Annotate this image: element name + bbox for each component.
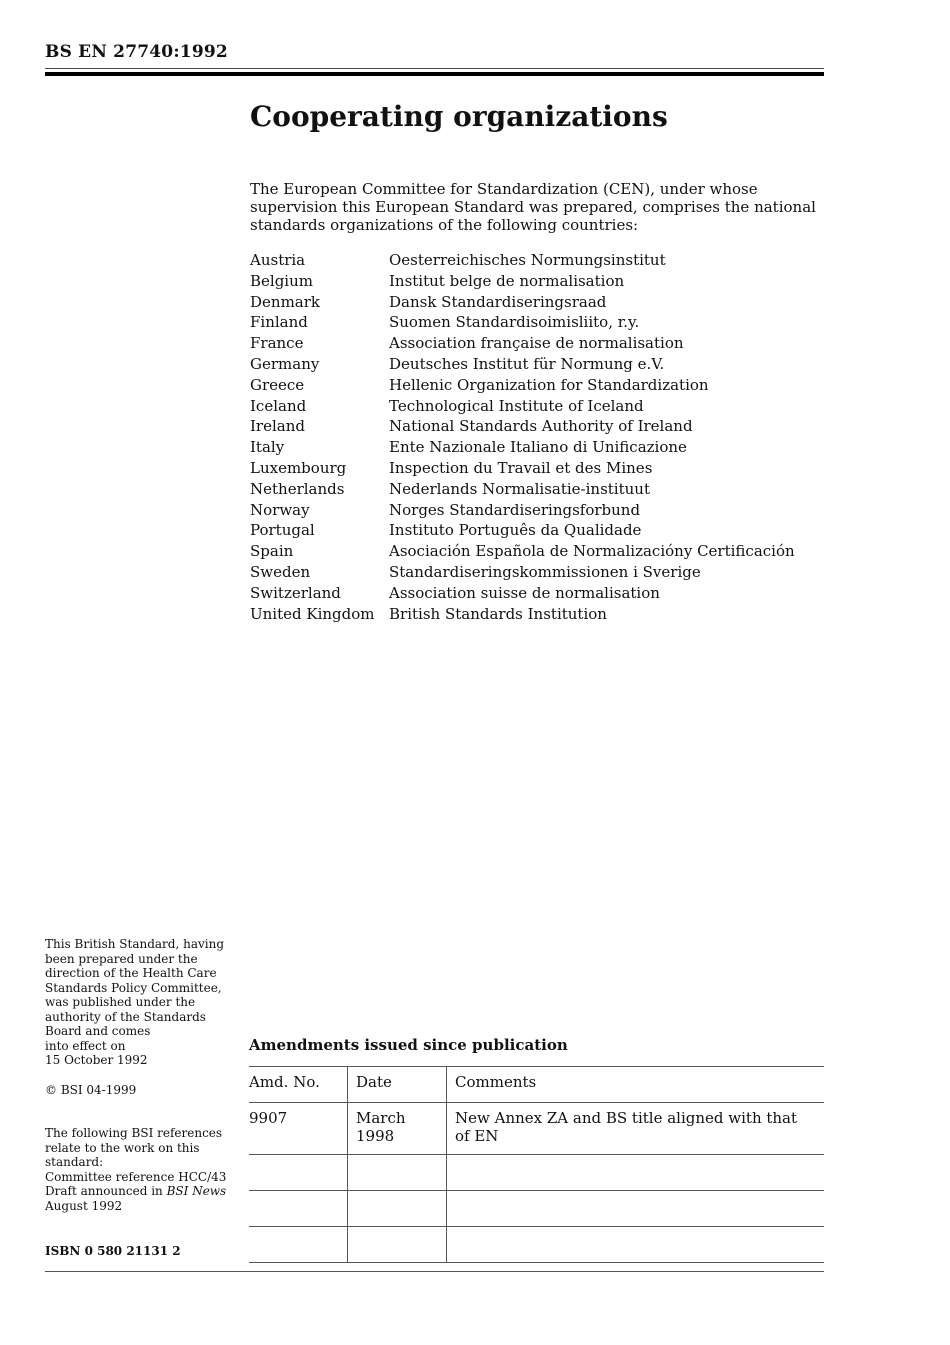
org-name: Hellenic Organization for Standardization bbox=[389, 375, 709, 394]
org-row bbox=[250, 437, 795, 458]
org-row bbox=[250, 292, 795, 313]
org-country: Belgium bbox=[250, 271, 313, 290]
header-rule-thick bbox=[45, 72, 824, 76]
note-line: 15 October 1992 bbox=[45, 1053, 148, 1067]
note-line: was published under the bbox=[45, 995, 196, 1009]
org-name: Technological Institute of Iceland bbox=[389, 396, 644, 415]
comment-cell: New Annex ZA and BS title aligned with that of EN bbox=[447, 1103, 825, 1155]
note-line: authority of the Standards bbox=[45, 1009, 206, 1024]
column-header-comments: Comments bbox=[447, 1067, 825, 1103]
committee-reference: Committee reference HCC/43 bbox=[45, 1169, 227, 1184]
org-name: Association suisse de normalisation bbox=[389, 583, 660, 602]
draft-prefix: Draft announced in bbox=[45, 1184, 167, 1198]
table-row bbox=[249, 1155, 824, 1191]
table-row bbox=[249, 1191, 824, 1227]
comment-cell bbox=[447, 1155, 825, 1191]
amd-no-cell bbox=[249, 1227, 348, 1263]
table-row bbox=[249, 1227, 824, 1263]
org-country: Austria bbox=[250, 251, 306, 269]
bsi-references bbox=[45, 1126, 230, 1213]
org-country: Italy bbox=[250, 438, 285, 457]
org-name: Instituto Português da Qualidade bbox=[389, 521, 642, 540]
org-row bbox=[250, 354, 795, 375]
org-name: Association française de normalisation bbox=[389, 334, 684, 353]
org-row bbox=[250, 333, 795, 354]
date-cell bbox=[348, 1155, 447, 1191]
note-line: This British Standard, having bbox=[45, 937, 225, 951]
org-country: Luxembourg bbox=[250, 458, 347, 477]
page-title: Cooperating organizations bbox=[250, 100, 668, 133]
org-name: National Standards Authority of Ireland bbox=[389, 417, 693, 436]
org-name: Norges Standardiseringsforbund bbox=[389, 500, 641, 519]
amd-no-cell bbox=[249, 1191, 348, 1227]
comment-cell bbox=[447, 1191, 825, 1227]
org-country: Finland bbox=[250, 313, 308, 332]
org-row bbox=[250, 375, 795, 396]
organizations-list bbox=[250, 250, 795, 624]
publication-note bbox=[45, 937, 230, 1068]
org-country: Germany bbox=[250, 354, 320, 373]
org-name: Deutsches Institut für Normung e.V. bbox=[389, 354, 665, 373]
column-header-date: Date bbox=[348, 1067, 447, 1103]
org-row bbox=[250, 458, 795, 479]
draft-date: August 1992 bbox=[45, 1198, 123, 1213]
date-cell bbox=[348, 1191, 447, 1227]
org-row bbox=[250, 416, 795, 437]
note-line: Standards Policy Committee, bbox=[45, 980, 222, 995]
amendments-heading: Amendments issued since publication bbox=[249, 1036, 568, 1054]
copyright-notice: © BSI 04-1999 bbox=[45, 1083, 137, 1097]
org-country: France bbox=[250, 334, 304, 353]
org-name: Institut belge de normalisation bbox=[389, 271, 625, 290]
refs-line: relate to the work on this bbox=[45, 1140, 200, 1155]
org-name: Inspection du Travail et des Mines bbox=[389, 458, 653, 477]
draft-publication: BSI News bbox=[166, 1184, 227, 1198]
org-country: Iceland bbox=[250, 396, 307, 415]
org-country: Sweden bbox=[250, 562, 311, 581]
amendments-table bbox=[249, 1066, 824, 1263]
org-name: Suomen Standardisoimisliito, r.y. bbox=[389, 313, 640, 332]
document-id: BS EN 27740:1992 bbox=[45, 42, 228, 62]
org-country: United Kingdom bbox=[250, 604, 375, 623]
org-name: Asociación Española de Normalizacióny Certificación bbox=[389, 542, 795, 561]
org-row bbox=[250, 604, 795, 625]
date-cell bbox=[348, 1227, 447, 1263]
org-row bbox=[250, 396, 795, 417]
note-line: been prepared under the bbox=[45, 951, 198, 966]
org-row bbox=[250, 500, 795, 521]
org-name: Nederlands Normalisatie-instituut bbox=[389, 479, 650, 498]
org-row bbox=[250, 562, 795, 583]
org-country: Greece bbox=[250, 375, 305, 394]
org-row bbox=[250, 583, 795, 604]
org-country: Netherlands bbox=[250, 479, 345, 498]
refs-line: The following BSI references bbox=[45, 1126, 223, 1140]
org-name: Oesterreichisches Normungsinstitut bbox=[389, 251, 666, 269]
isbn: ISBN 0 580 21131 2 bbox=[45, 1244, 181, 1258]
org-row bbox=[250, 541, 795, 562]
comment-cell bbox=[447, 1227, 825, 1263]
table-row bbox=[249, 1103, 824, 1155]
org-name: Dansk Standardiseringsraad bbox=[389, 292, 607, 311]
org-country: Norway bbox=[250, 500, 310, 519]
amd-no-cell: 9907 bbox=[249, 1103, 348, 1155]
draft-announcement bbox=[45, 1184, 230, 1199]
org-row bbox=[250, 312, 795, 333]
header-rule-thin bbox=[45, 68, 824, 69]
org-country: Denmark bbox=[250, 292, 320, 311]
note-line: direction of the Health Care bbox=[45, 966, 217, 980]
column-header-amd-no: Amd. No. bbox=[249, 1067, 348, 1103]
amd-no-cell bbox=[249, 1155, 348, 1191]
table-header-row bbox=[249, 1067, 824, 1103]
org-name: British Standards Institution bbox=[389, 604, 607, 623]
date-cell: March 1998 bbox=[348, 1103, 447, 1155]
intro-paragraph: The European Committee for Standardization (CEN), under whose supervision this European Standard was prepared, comprises the national standards organizations of the following countries: bbox=[250, 180, 816, 234]
refs-line: standard: bbox=[45, 1155, 104, 1169]
org-row bbox=[250, 520, 795, 541]
org-country: Spain bbox=[250, 542, 294, 561]
org-row bbox=[250, 250, 795, 271]
org-name: Ente Nazionale Italiano di Unificazione bbox=[389, 438, 687, 457]
org-name: Standardiseringskommissionen i Sverige bbox=[389, 562, 701, 581]
note-line: Board and comes bbox=[45, 1024, 151, 1038]
org-row bbox=[250, 479, 795, 500]
note-line: into effect on bbox=[45, 1038, 126, 1053]
org-row bbox=[250, 271, 795, 292]
org-country: Switzerland bbox=[250, 583, 341, 602]
footer-rule bbox=[45, 1271, 824, 1272]
org-country: Ireland bbox=[250, 417, 305, 436]
org-country: Portugal bbox=[250, 521, 315, 540]
